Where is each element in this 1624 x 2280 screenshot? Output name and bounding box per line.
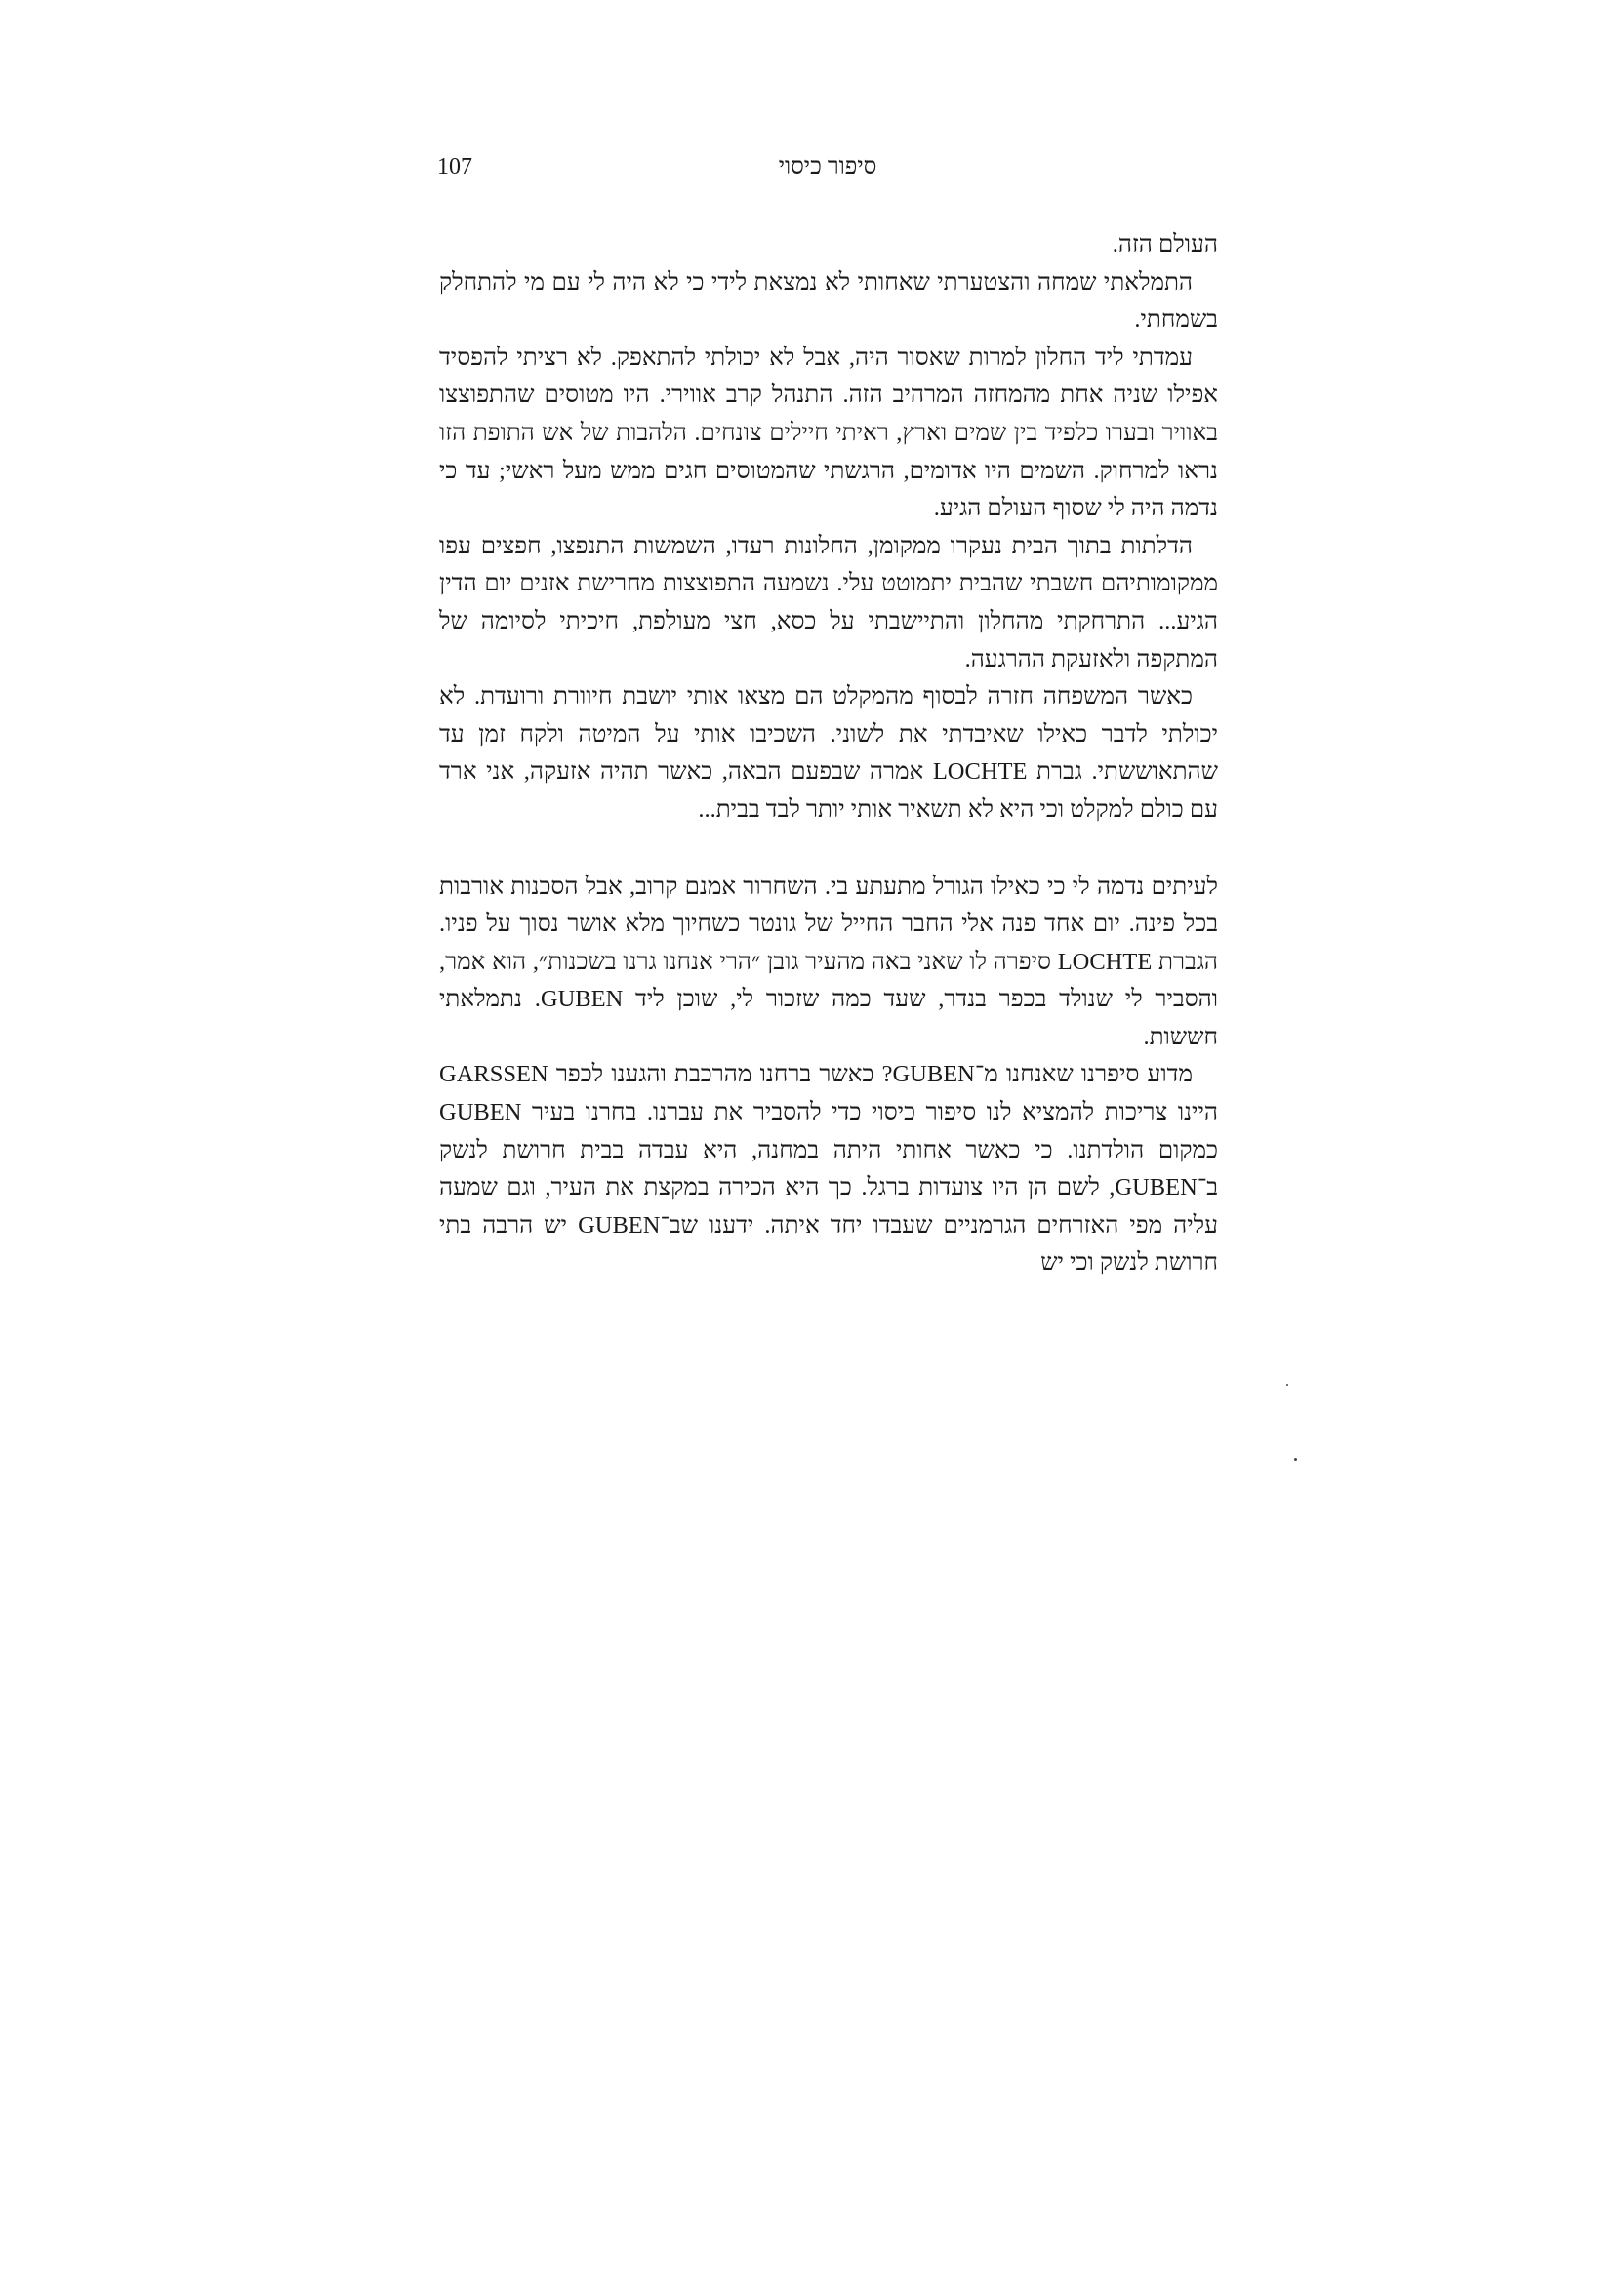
page-number: 107 bbox=[437, 154, 472, 180]
paragraph: עמדתי ליד החלון למרות שאסור היה, אבל לא יכולתי להתאפק. לא רציתי להפסיד אפילו שניה אחת מהמחזה המרהיב הזה. התנהל קרב אווירי. היו מטוסים שהתפוצצו באוויר ובערו כלפיד בין שמים וארץ, ראיתי חיילים צונחים. הלהבות של אש התופת הזו נראו למרחוק. השמים היו אדומים, הרגשתי שהמטוסים חגים ממש מעל ראשי; עד כי נדמה היה לי שסוף העולם הגיע. bbox=[439, 344, 1218, 522]
paragraph: כאשר המשפחה חזרה לבסוף מהמקלט הם מצאו אותי יושבת חיוורת ורועדת. לא יכולתי לדבר כאילו שאיבדתי את לשוני. השכיבו אותי על המיטה ולקח זמן עד שהתאוששתי. גברת LOCHTE אמרה שבפעם הבאה, כאשר תהיה אזעקה, אני ארד עם כולם למקלט וכי היא לא תשאיר אותי יותר לבד בבית... bbox=[439, 683, 1218, 823]
paragraph: הדלתות בתוך הבית נעקרו ממקומן, החלונות רעדו, השמשות התנפצו, חפצים עפו ממקומותיהם חשבתי שהבית יתמוטט עלי. נשמעה התפוצצות מחרישת אזנים יום הדין הגיע... התרחקתי מהחלון והתיישבתי על כסא, חצי מעולפת, חיכיתי לסיומה של המתקפה ולאזעקת ההרגעה. bbox=[439, 532, 1218, 672]
paragraph: לעיתים נדמה לי כי כאילו הגורל מתעתע בי. השחרור אמנם קרוב, אבל הסכנות אורבות בכל פינה. יום אחד פנה אלי החבר החייל של גונטר כשחיוך מלא אושר נסוך על פניו. הגברת LOCHTE סיפרה לו שאני באה מהעיר גובן ״הרי אנחנו גרנו בשכנות״, הוא אמר, והסביר לי שנולד בכפר בנדר, שעד כמה שזכור לי, שוכן ליד GUBEN. נתמלאתי חששות. bbox=[439, 873, 1218, 1050]
paragraph: מדוע סיפרנו שאנחנו מ־GUBEN? כאשר ברחנו מהרכבת והגענו לכפר GARSSEN היינו צריכות להמציא לנו סיפור כיסוי כדי להסביר את עברנו. בחרנו בעיר GUBEN כמקום הולדתנו. כי כאשר אחותי היתה במחנה, היא עבדה בבית חרושת לנשק ב־GUBEN, לשם הן היו צועדות ברגל. כך היא הכירה במקצת את העיר, וגם שמעה עליה מפי האזרחים הגרמניים שעבדו יחד איתה. ידענו שב־GUBEN יש הרבה בתי חרושת לנשק וכי יש bbox=[439, 1061, 1218, 1277]
running-title: סיפור כיסוי bbox=[778, 154, 877, 180]
paragraph: העולם הזה. bbox=[1112, 231, 1218, 258]
page-header bbox=[437, 154, 1218, 193]
body-text bbox=[439, 226, 1218, 1282]
scan-speck bbox=[1294, 1458, 1297, 1461]
scan-speck bbox=[1286, 1384, 1288, 1386]
paragraph: התמלאתי שמחה והצטערתי שאחותי לא נמצאת לידי כי לא היה לי עם מי להתחלק בשמחתי. bbox=[439, 268, 1218, 334]
